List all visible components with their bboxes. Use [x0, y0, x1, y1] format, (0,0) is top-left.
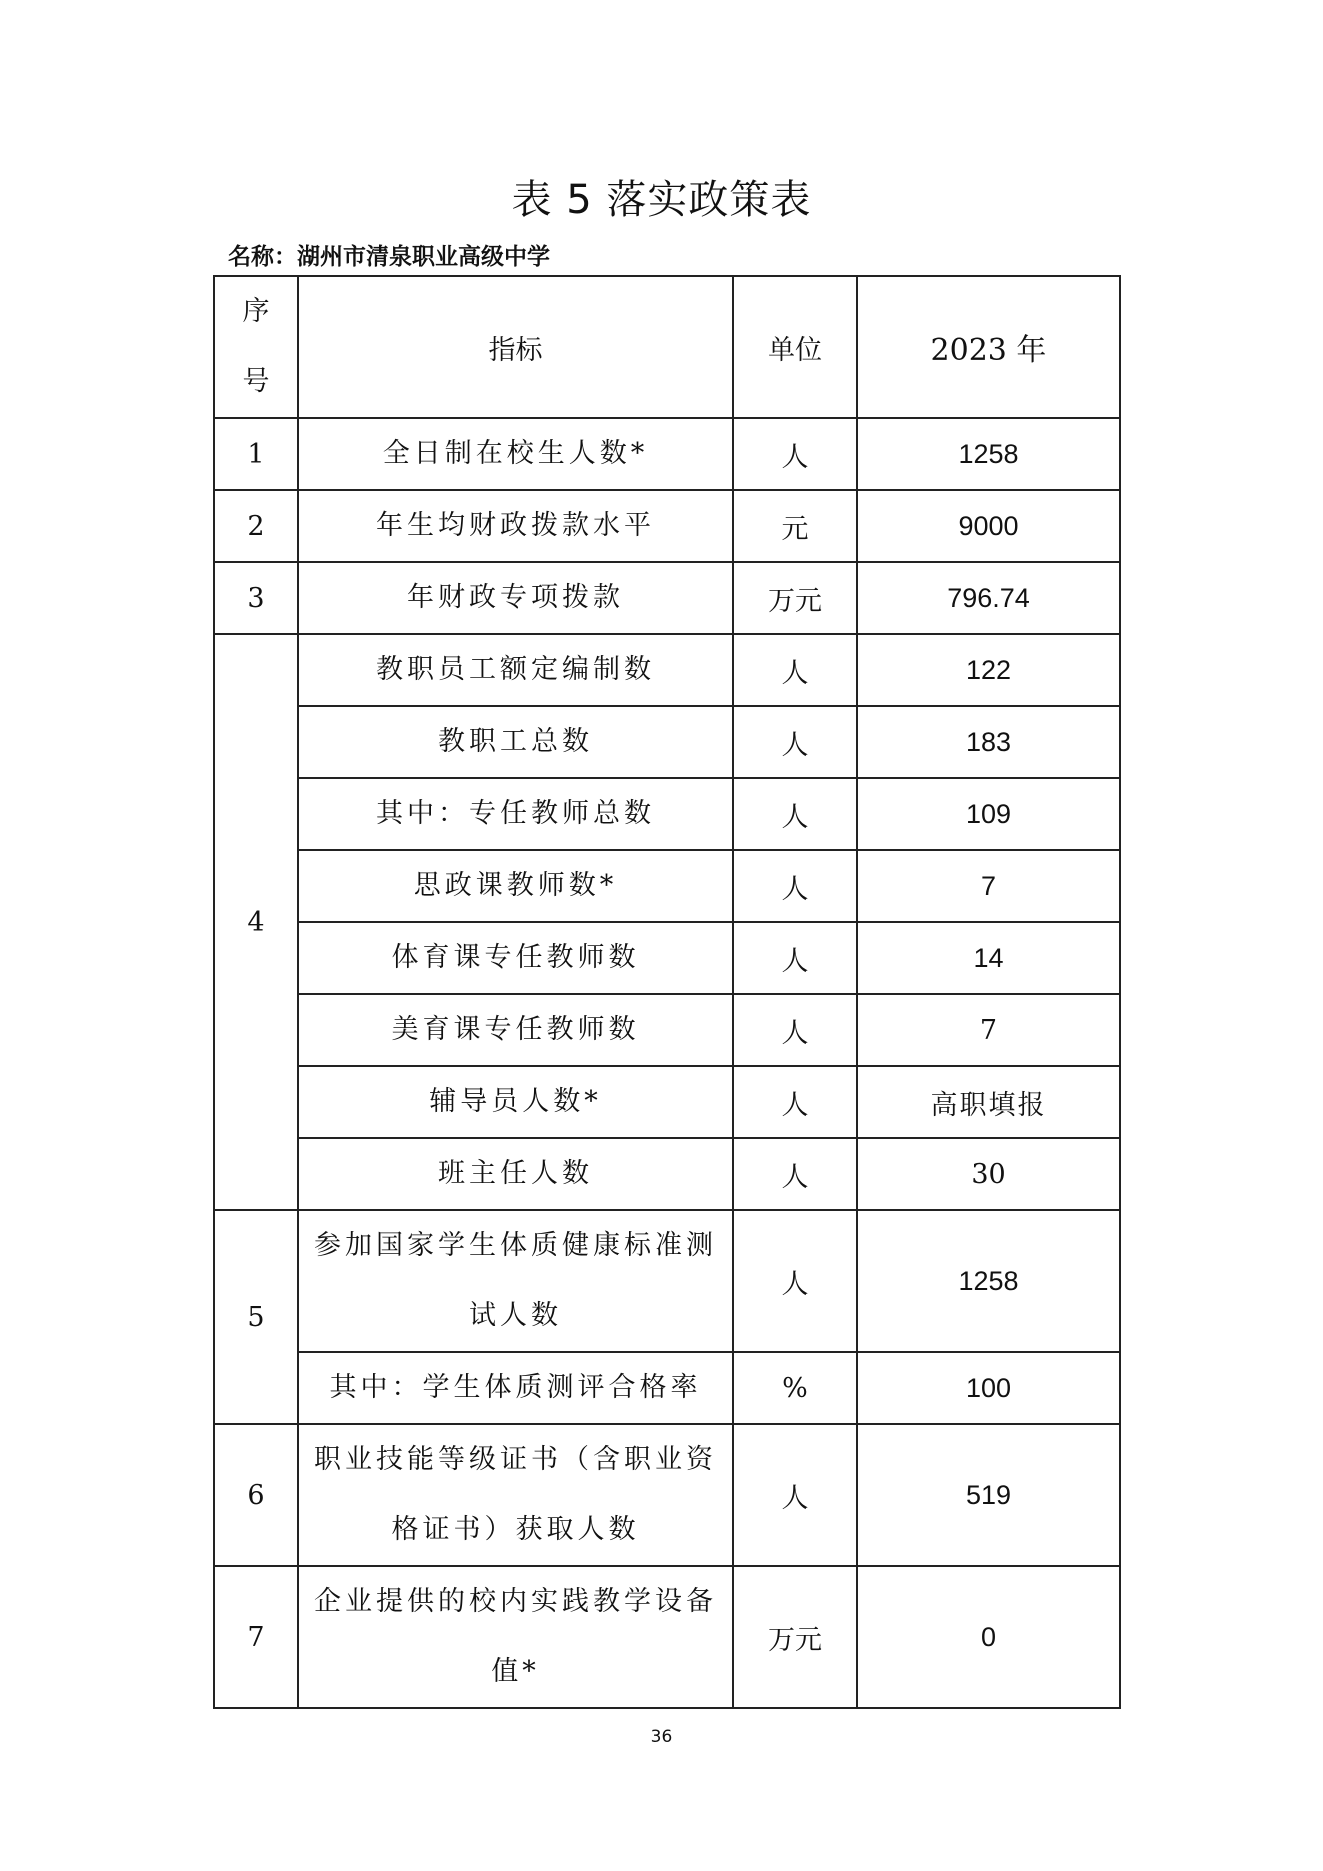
row-indicator: 思政课教师数* [298, 850, 733, 922]
table-row [214, 1138, 1120, 1210]
row-seq: 2 [214, 490, 298, 562]
row-unit: 人 [733, 1424, 857, 1566]
row-value: 100 [857, 1352, 1120, 1424]
row-value: 7 [857, 994, 1120, 1066]
page-title: 表 5 落实政策表 [511, 177, 812, 223]
row-unit: 人 [733, 922, 857, 994]
row-indicator: 班主任人数 [298, 1138, 733, 1210]
row-indicator: 年生均财政拨款水平 [298, 490, 733, 562]
row-indicator: 企业提供的校内实践教学设备 值* [298, 1566, 733, 1708]
table-header-row [214, 276, 1120, 418]
table-row [214, 490, 1120, 562]
row-seq: 6 [214, 1424, 298, 1566]
row-indicator: 教职工总数 [298, 706, 733, 778]
row-unit: 万元 [733, 562, 857, 634]
row-unit: 人 [733, 1210, 857, 1352]
row-indicator: 其中：学生体质测评合格率 [298, 1352, 733, 1424]
row-unit: 元 [733, 490, 857, 562]
table-row [214, 1066, 1120, 1138]
row-value: 109 [857, 778, 1120, 850]
table-row [214, 850, 1120, 922]
row-value: 1258 [857, 1210, 1120, 1352]
row-indicator: 教职员工额定编制数 [298, 634, 733, 706]
row-seq: 1 [214, 418, 298, 490]
row-value: 7 [857, 850, 1120, 922]
table-row [214, 634, 1120, 706]
table-row [214, 994, 1120, 1066]
row-value: 高职填报 [857, 1066, 1120, 1138]
row-unit: 人 [733, 1066, 857, 1138]
row-unit: 人 [733, 706, 857, 778]
table-row [214, 922, 1120, 994]
row-value: 1258 [857, 418, 1120, 490]
table-row [214, 1424, 1120, 1566]
row-unit: 人 [733, 994, 857, 1066]
row-value: 14 [857, 922, 1120, 994]
table-row [214, 706, 1120, 778]
table-row [214, 778, 1120, 850]
row-indicator: 全日制在校生人数* [298, 418, 733, 490]
row-value: 30 [857, 1138, 1120, 1210]
row-indicator: 体育课专任教师数 [298, 922, 733, 994]
table-row [214, 1210, 1120, 1352]
table-row [214, 1566, 1120, 1708]
page-number: 36 [650, 1727, 673, 1747]
header-year: 2023 年 [857, 276, 1120, 418]
row-unit: 人 [733, 418, 857, 490]
row-indicator: 辅导员人数* [298, 1066, 733, 1138]
header-indicator: 指标 [298, 276, 733, 418]
policy-table [213, 275, 1121, 1709]
row-value: 796.74 [857, 562, 1120, 634]
row-value: 9000 [857, 490, 1120, 562]
row-seq: 3 [214, 562, 298, 634]
row-indicator: 美育课专任教师数 [298, 994, 733, 1066]
row-seq: 7 [214, 1566, 298, 1708]
row-unit: % [733, 1352, 857, 1424]
row-value: 183 [857, 706, 1120, 778]
header-unit: 单位 [733, 276, 857, 418]
table-row [214, 1352, 1120, 1424]
row-value: 519 [857, 1424, 1120, 1566]
row-unit: 人 [733, 1138, 857, 1210]
header-seq: 序 号 [214, 276, 298, 418]
table-row [214, 418, 1120, 490]
row-unit: 人 [733, 778, 857, 850]
row-indicator: 职业技能等级证书（含职业资 格证书）获取人数 [298, 1424, 733, 1566]
row-indicator: 参加国家学生体质健康标准测 试人数 [298, 1210, 733, 1352]
row-unit: 人 [733, 634, 857, 706]
row-value: 122 [857, 634, 1120, 706]
row-indicator: 其中：专任教师总数 [298, 778, 733, 850]
row-unit: 万元 [733, 1566, 857, 1708]
row-value: 0 [857, 1566, 1120, 1708]
institution-name: 名称：湖州市清泉职业高级中学 [228, 244, 550, 270]
row-indicator: 年财政专项拨款 [298, 562, 733, 634]
row-seq: 5 [214, 1210, 298, 1424]
table-row [214, 562, 1120, 634]
row-unit: 人 [733, 850, 857, 922]
row-seq: 4 [214, 634, 298, 1210]
